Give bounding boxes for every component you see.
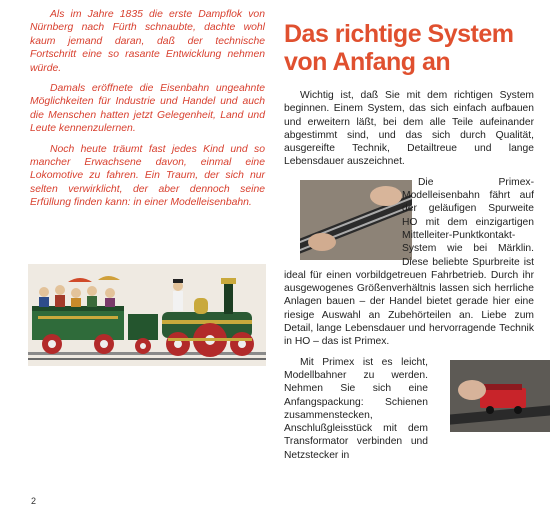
page-title-line-1: Das richtige System [284,20,514,48]
page-number: 2 [31,496,37,506]
page-title-line-2: von Anfang an [284,48,451,76]
page-title [284,20,544,76]
intro-paragraph-3: Noch heute träumt fast jedes Kind und so mancher Erwachsene davon, einmal eine Lokomotive zu fahren. Ein Traum, der sich nur selten verwirklicht, der aber dennoch seine Erfüllung finden kann: in einer Modelleisenbahn. [30,143,265,209]
body-paragraph-2: Die Primex-Modelleisenbahn fährt auf der geläufigen Spurweite HO mit dem einzigartigen Mittelleiter-Punktkontakt-System wie bei Märklin. Diese beliebte Spurbreite ist ideal für einen vorbildgetreuen Fahrbetrieb. Durch ihr ausgewogenes Größenverhältnis lassen sich herrliche Anlagen bauen – der Handel bietet gerade hier eine riesige Auswahl an Zubehörteilen an. Liebe zum Detail, lange Lebensdauer und hervorragende Technik in HO – das ist Primex. [284,176,534,348]
intro-paragraph-2: Damals eröffnete die Eisenbahn ungeahnte Möglichkeiten für Industrie und Handel und auch die Menschen hatten jetzt Gelegenheit, Land und Leute kennenzulernen. [30,83,265,135]
intro-paragraph-1: Als im Jahre 1835 die erste Dampflok von Nürnberg nach Fürth schnaubte, dachte wohl kaum jemand daran, daß der technische Fortschritt eine so rasante Entwicklung nehmen würde. [30,9,265,74]
body-text [284,89,534,462]
body-paragraph-1: Wichtig ist, daß Sie mit dem richtigen System beginnen. Einem System, das sich einfach aufbauen und erweitern läßt, bei dem alle Teile aufeinander abgestimmt sind, und das sich durch Qualität, ausgereifte Technik, Detailtreue und lange Lebensdauer auszeichnet. [284,90,534,168]
body-paragraph-2-container [284,176,534,349]
body-paragraph-3-container [284,356,534,462]
locomotive-photo [28,264,266,366]
intro-text [30,8,265,217]
track-photo [284,180,396,260]
body-paragraph-3: Mit Primex ist es leicht, Modellbahner zu werden. Nehmen Sie sich eine Anfangspackung: Schienen zusammenstecken, Anschlußgleisstück mit dem Transformator verbinden und Netzstecker in [284,356,428,461]
wagon-photo [434,360,534,432]
